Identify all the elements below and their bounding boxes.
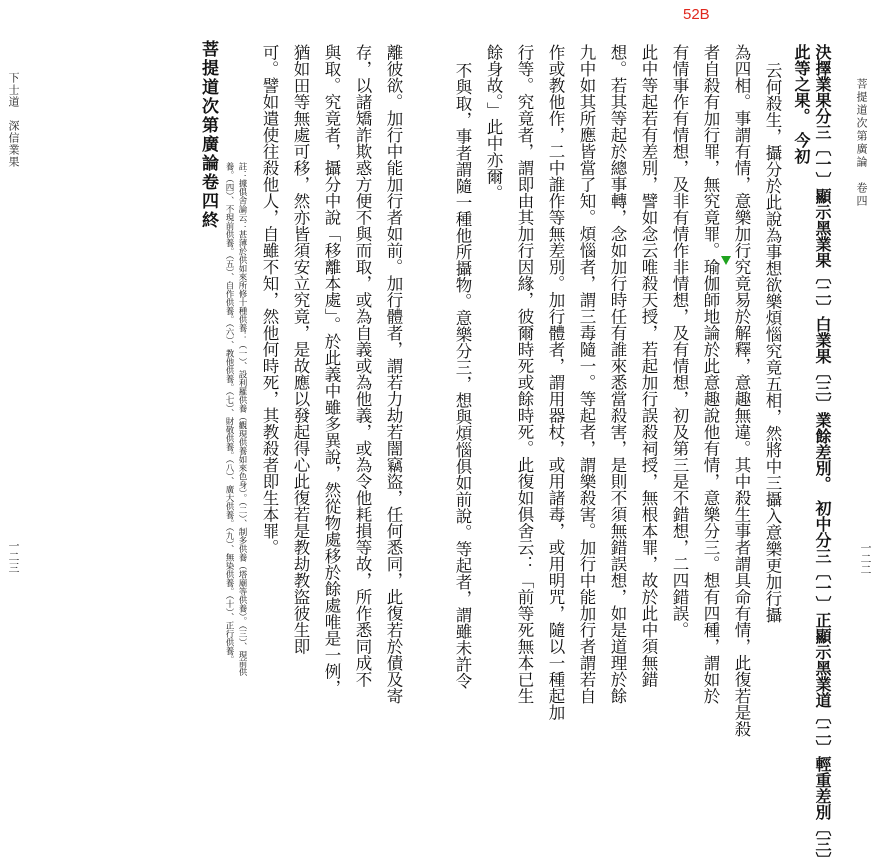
text-column: 存，以諸矯詐欺惑方便不與而取，或為自義或為他義，或為令他耗損等故，所作悉同成不 xyxy=(353,44,372,688)
right-folio: 一二二 xyxy=(859,542,872,575)
text-column: 行等。究竟者，謂即由其加行因緣，彼爾時死或餘時死。此復如俱舍云：「前等死無本已生 xyxy=(515,44,534,704)
text-column: 決擇業果分三〔一〕顯示黑業果〔二〕白業果〔三〕業餘差別。 初中分三〔一〕正顯示黑業道〔二〕輕重差別〔三〕 xyxy=(813,44,832,868)
text-column: 不與取，事者謂隨一種他所攝物。意樂分三，想與煩惱俱如前說。等起者，謂雖未許令 xyxy=(453,62,472,689)
text-column: 可。譬如遣使往殺他人，自雖不知，然他何時死，其教殺者即生本罪。 xyxy=(260,44,279,556)
text-column: 此中等起若有差別，譬如念云唯殺天授，若起加行誤殺祠授，無根本罪，故於此中須無錯 xyxy=(639,44,658,688)
page-code-label: 52B xyxy=(683,6,710,23)
text-column: 離彼欲。加行中能加行者如前。加行體者，謂若力劫若闇竊盜，任何悉同，此復若於債及寄 xyxy=(384,44,403,704)
text-column: 作或教他作，二中誰作等無差別。加行體者，謂用器杖，或用諸毒，或用明咒，隨以一種起加 xyxy=(546,44,565,721)
text-column: 與取。究竟者，攝分中說「移離本處」。於此義中雖多異說，然從物處移於餘處唯是一例， xyxy=(322,44,341,696)
text-column: 猶如田等無處可移，然亦皆須安立究竟，是故應以發起得心此復若是教劫教盜彼生即 xyxy=(291,44,310,655)
text-column: 云何殺生，攝分於此說為事想欲樂煩惱究竟五相，然將中三攝入意樂更加行攝 xyxy=(763,62,782,623)
volume-end-title: 菩提道次第廣論卷四終 xyxy=(198,40,218,230)
text-column: 餘身故。」此中亦爾。 xyxy=(484,44,503,201)
text-column: 此等之果。 今初 xyxy=(792,44,811,164)
text-column: 為四相。事謂有情，意樂加行究竟易於解釋，意趣無違。其中殺生事者謂具命有情，此復若是殺 xyxy=(732,44,751,737)
left-folio: 一二三 xyxy=(7,540,20,573)
footnote-column: 養。（四）、不現前供養。（五）、自作供養。（六）、教他供養。（七）、財敬供養。（八）、廣大供養。（九）、無染供養。（十）、正行供養。 xyxy=(224,162,234,664)
left-gutter-header: 下士道 深信業果 xyxy=(7,72,20,168)
text-column: 有情事作有情想，及非有情作非情想，及有情想，初及第三是不錯想，二四錯誤。 xyxy=(670,44,689,638)
text-column: 者自殺有加行罪，無究竟罪。瑜伽師地論於此意趣說他有情，意樂分三。想有四種，謂如於 xyxy=(701,44,720,704)
footnote-column: 註：據俱舍論云：甚薄於供如來所修十種供養：（一）、設利羅供養（觀現供養如來色身）。（二）、制多供養（塔廟等供養）。（三）、現前供 xyxy=(237,162,247,677)
text-column: 九中如其所應皆當了知。煩惱者，謂三毒隨一。等起者，謂樂殺害。加行中能加行者謂若自 xyxy=(577,44,596,704)
position-marker xyxy=(721,256,731,265)
right-running-header: 菩提道次第廣論 卷四 xyxy=(855,78,868,208)
text-column: 想。若其等起於總事轉，念如加行時任有誰來悉當殺害，是則不須無錯誤想，如是道理於餘 xyxy=(608,44,627,704)
